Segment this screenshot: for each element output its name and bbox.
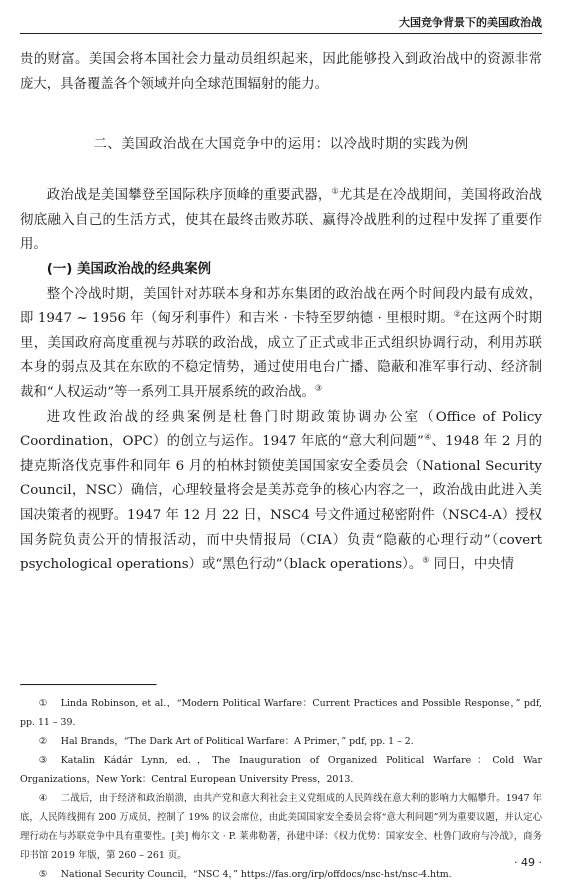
footnote-number: ① xyxy=(38,698,48,709)
paragraph-opc-text-b: 、1948 年 2 月的捷克斯洛伐克事件和同年 6 月的柏林封锁使美国国家安全委员会（National Security Council，NSC）确信，心理较量将会是美苏竞争的核心内容之一，政治战由此进入美国决策者的视野。1947 年 12 月 22 日，NSC4 号文件通过秘密附件（NSC4-A）授权国务院负责公开的情报活动，而中央情报局（CIA）负责“隐蔽的心理行动”（covert psychological operations）或“黑色行动”（black operations）。 xyxy=(20,434,543,573)
footnote-separator xyxy=(20,684,157,686)
footnote-number: ⑤ xyxy=(38,869,48,880)
footnotes xyxy=(20,694,542,884)
paragraph-continued: 贵的财富。美国会将本国社会力量动员组织起来，因此能够投入到政治战中的资源非常庞大，具备覆盖各个领域并向全球范围辐射的能力。 xyxy=(20,52,542,92)
paragraph-cold-war-rest: 在这两个时期里，美国政府高度重视与苏联的政治战，成立了正式或非正式组织协调行动，利用苏联本身的弱点及其在东欧的不稳定情势，通过使用电台广播、隐蔽和准军事行动、经济制裁和“人权运动”等一系列工具开展系统的政治战。 xyxy=(20,311,542,400)
section-title: 二、美国政治战在大国竞争中的运用：以冷战时期的实践为例 xyxy=(93,137,469,153)
footnote-text: Katalin Kádár Lynn, ed.，The Inauguration of Organized Political Warfare：Cold War Organizations，New York：Central European University Press，2013. xyxy=(20,755,542,785)
paragraph-cold-war-text: 整个冷战时期，美国针对苏联本身和苏东集团的政治战在两个时间段内最有成效，即 1947 ~ 1956 年（匈牙利事件）和吉米 · 卡特至罗纳德 · 里根时期。 xyxy=(20,286,542,327)
footnote-number: ④ xyxy=(38,793,48,804)
footnote-number: ③ xyxy=(38,755,48,766)
footnote-text: National Security Council，“NSC 4，” https://fas.org/irp/offdocs/nsc-hst/nsc-4.htm. xyxy=(60,869,452,880)
footnote-text: Linda Robinson, et al.，“Modern Political Warfare：Current Practices and Possible Response，” pdf, pp. 11 – 39. xyxy=(20,698,542,728)
footnote-ref-4[interactable]: ④ xyxy=(423,432,432,442)
subsection-heading: (一) 美国政治战的经典案例 xyxy=(46,261,211,277)
footnote xyxy=(20,694,542,732)
footnote-number: ② xyxy=(38,736,48,747)
paragraph-opc-text-a: 进攻性政治战的经典案例是杜鲁门时期政策协调办公室（Office of Policy Coordination，OPC）的创立与运作。1947 年底的“意大利问题” xyxy=(20,409,542,450)
footnote xyxy=(20,732,542,751)
footnote xyxy=(20,751,542,789)
paragraph-intro-text: 政治战是美国攀登至国际秩序顶峰的重要武器， xyxy=(46,188,332,204)
footnote xyxy=(20,789,542,865)
footnote-ref-5[interactable]: ⑤ xyxy=(422,555,430,565)
main-text xyxy=(20,48,542,578)
running-header: 大国竞争背景下的美国政治战 xyxy=(20,14,542,34)
paragraph-opc-text-c: 同日，中央情 xyxy=(433,557,515,573)
footnote-text: Hal Brands，“The Dark Art of Political Warfare：A Primer，” pdf, pp. 1 – 2. xyxy=(60,736,414,747)
paragraph-intro xyxy=(20,184,542,258)
paragraph-intro-rest: 尤其是在冷战期间，美国将政治战彻底融入自己的生活方式，使其在最终击败苏联、赢得冷战胜利的过程中发挥了重要作用。 xyxy=(20,188,543,253)
footnote xyxy=(20,865,542,884)
footnote-text: 二战后，由于经济和政治崩溃，由共产党和意大利社会主义党组成的人民阵线在意大利的影响力大幅攀升。1947 年底，人民阵线拥有 200 万成员，控制了 19% 的议会席位，由此美国国家安全委员会将“意大利问题”列为重要议题，并认定心理行动在与苏联竞争中具有重要性。[美] 梅尔文 · P. 莱弗勒著，孙建中译：《权力优势：国家安全、杜鲁门政府与冷战》，商务印书馆 2019 年版，第 260 – 261 页。 xyxy=(20,793,542,861)
page-number: · 49 · xyxy=(514,856,542,869)
footnote-ref-2[interactable]: ② xyxy=(453,309,462,319)
footnote-ref-1[interactable]: ① xyxy=(331,186,339,196)
footnote-ref-3[interactable]: ③ xyxy=(314,383,323,393)
paragraph-opc xyxy=(20,406,542,578)
paragraph-cold-war xyxy=(20,283,542,406)
